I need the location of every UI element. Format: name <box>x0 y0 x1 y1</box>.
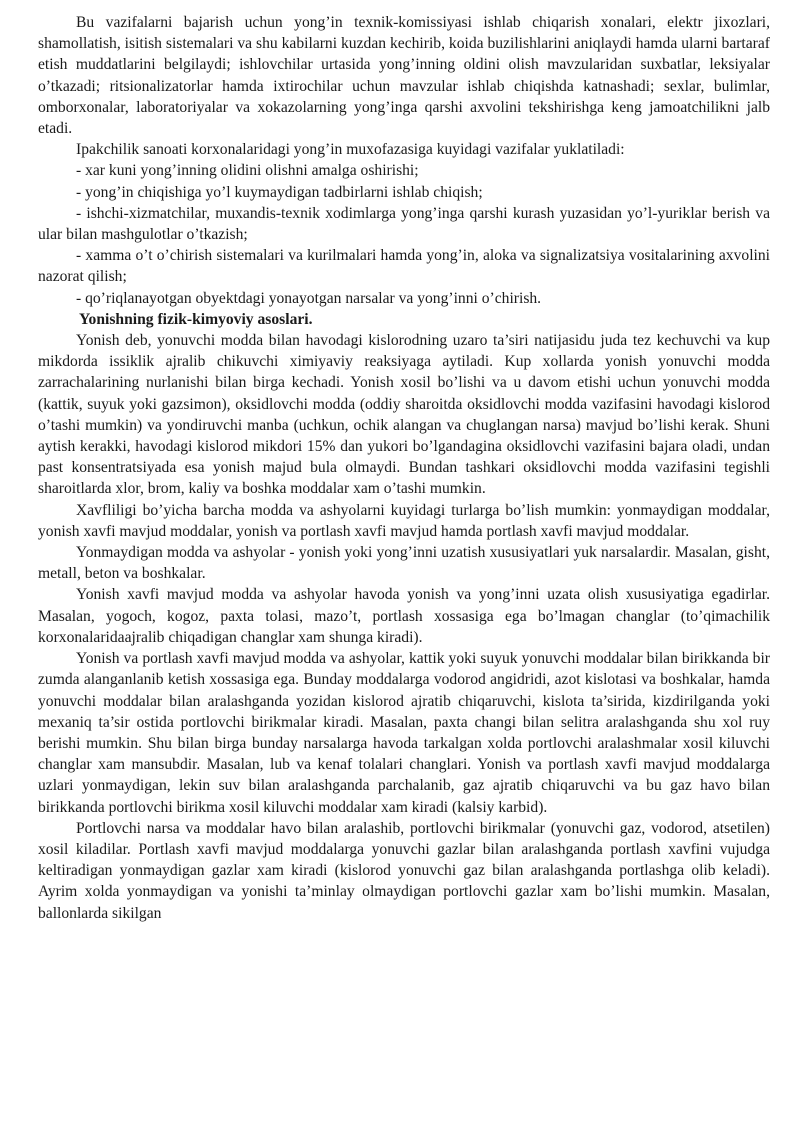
list-item: - xar kuni yong’inning olidini olishni amalga oshirishi; <box>76 162 419 180</box>
paragraph: Yonish va portlash xavfi mavjud modda va ashyolar, kattik yoki suyuk yonuvchi moddalar bilan birikkanda bir zumda alanganlanib ketish xossasiga ega. Bunday moddalarga vodorod angidridi, azot kislotasi va boshkalar, hamda yonuvchi moddalar bilan aralashganda yozidan kislorod ajratib chiqaruvchi, kislota ta’sirida, kizdirilganda yoki mexaniq ta’sir ostida portlovchi birikmalar kiradi. Masalan, paxta changi bilan selitra aralashganda shu xol ruy berishi mumkin. Shu bilan birga bunday narsalarga havoda tarkalgan xolda portlovchi aralashmalar xosil kiluvchi changlar xam mansubdir. Masalan, lub va kenaf tolalari changlari. Yonish va portlash xavfi mavjud moddalarga uzlari yonmaydigan, lekin suv bilan aralashganda parchalanib, gaz ajratib chiqaruvchi va bu gaz havo bilan birikkanda portlovchi birikma xosil kiluvchi moddalar xam kiradi (kalsiy karbid). <box>38 650 770 816</box>
list-item: - qo’riqlanayotgan obyektdagi yonayotgan narsalar va yong’inni o’chirish. <box>76 289 542 307</box>
paragraph: Xavfliligi bo’yicha barcha modda va ashyolarni kuyidagi turlarga bo’lish mumkin: yonmaydigan moddalar, yonish xavfi mavjud moddalar, yonish va portlash xavfi mavjud hamda portlash xavfi mavjud moddalar. <box>38 501 770 540</box>
list-item: - xamma o’t o’chirish sistemalari va kurilmalari hamda yong’in, aloka va signalizatsiya vositalarining axvolini nazorat qilish; <box>38 247 770 286</box>
paragraph: Bu vazifalarni bajarish uchun yong’in texnik-komissiyasi ishlab chiqarish xonalari, elektr jixozlari, shamollatish, isitish sistemalari va shu kabilarni kuzdan kechirib, koida buzilishlarini aniqlaydi hamda ularni bartaraf etish muddatlarini belgilaydi; ishlovchilar urtasida yong’inning oldini olish mavzularidan suxbatlar, leksiyalar o’tkazadi; ritsionalizatorlar hamda ixtirochilar uchun mavzular ishlab chiqishda katnashadi; sexlar, bulimlar, omborxonalar, laboratoriyalar va xokazolarning yong’inga qarshi axvolini tekshirishga keng jamoatchilikni jalb etadi. <box>38 14 770 138</box>
list-item: - ishchi-xizmatchilar, muxandis-texnik xodimlarga yong’inga qarshi kurash yuzasidan yo’l-yuriklar berish va ular bilan mashgulotlar o’tkazish; <box>38 204 770 244</box>
list-item: - yong’in chiqishiga yo’l kuymaydigan tadbirlarni ishlab chiqish; <box>76 183 483 201</box>
paragraph: Yonish xavfi mavjud modda va ashyolar havoda yonish va yong’inni uzata olish xususiyatiga egadirlar. Masalan, yogoch, kogoz, paxta tolasi, mazo’t, portlash xossasiga ega bo’lmagan changlar (to’qimachilik korxonalaridaajralib chiqadigan changlar xam shunga kiradi). <box>38 586 770 646</box>
paragraph: Ipakchilik sanoati korxonalaridagi yong’in muxofazasiga kuyidagi vazifalar yuklatiladi: <box>76 141 625 159</box>
paragraph: Yonmaydigan modda va ashyolar - yonish yoki yong’inni uzatish xususiyatlari yuk narsalardir. Masalan, gisht, metall, beton va boshkalar. <box>38 544 770 583</box>
paragraph: Yonish deb, yonuvchi modda bilan havodagi kislorodning uzaro ta’siri natijasidu juda tez kechuvchi va kup mikdorda issiklik ajralib chikuvchi ximiyaviy reaksiyaga aytiladi. Kup xollarda yonish yonuvchi modda zarrachalarining nurlanishi bilan birga kechadi. Yonish xosil bo’lishi va u davom etishi uchun yonuvchi modda (kattik, suyuk yoki gazsimon), oksidlovchi modda (oddiy sharoitda oksidlovchi modda vazifasini havodagi kislorod o’tashi mumkin) va yondiruvchi manba (uchkun, ochik alangan va chuglangan narsa) mavjud bo’lishi kerak. Shuni aytish kerakki, havodagi kislorod mikdori 15% dan yukori bo’lgandagina oksidlovchi vazifasini bajara oladi, undan past konsentratsiyada esa yonish majud bula olmaydi. Bundan tashkari oksidlovchi modda vazifasini tegishli sharoitlarda xlor, brom, kaliy va boshka moddalar xam o’tashi mumkin. <box>38 332 770 498</box>
section-heading: Yonishning fizik-kimyoviy asoslari. <box>79 310 313 328</box>
paragraph: Portlovchi narsa va moddalar havo bilan aralashib, portlovchi birikmalar (yonuvchi gaz, vodorod, atsetilen) xosil kiladilar. Portlash xavfi mavjud moddalarga yonuvchi gazlar bilan aralashganda portlash xavfini vujudga keltiradigan yonmaydigan gazlar xam kiradi (kislorod yonuvchi gaz bilan aralashganda portlashga olib keladi). Ayrim xolda yonmaydigan va yonishi ta’minlay olmaydigan portlovchi gazlar xam bo’lishi mumkin. Masalan, ballonlarda sikilgan <box>38 819 770 922</box>
